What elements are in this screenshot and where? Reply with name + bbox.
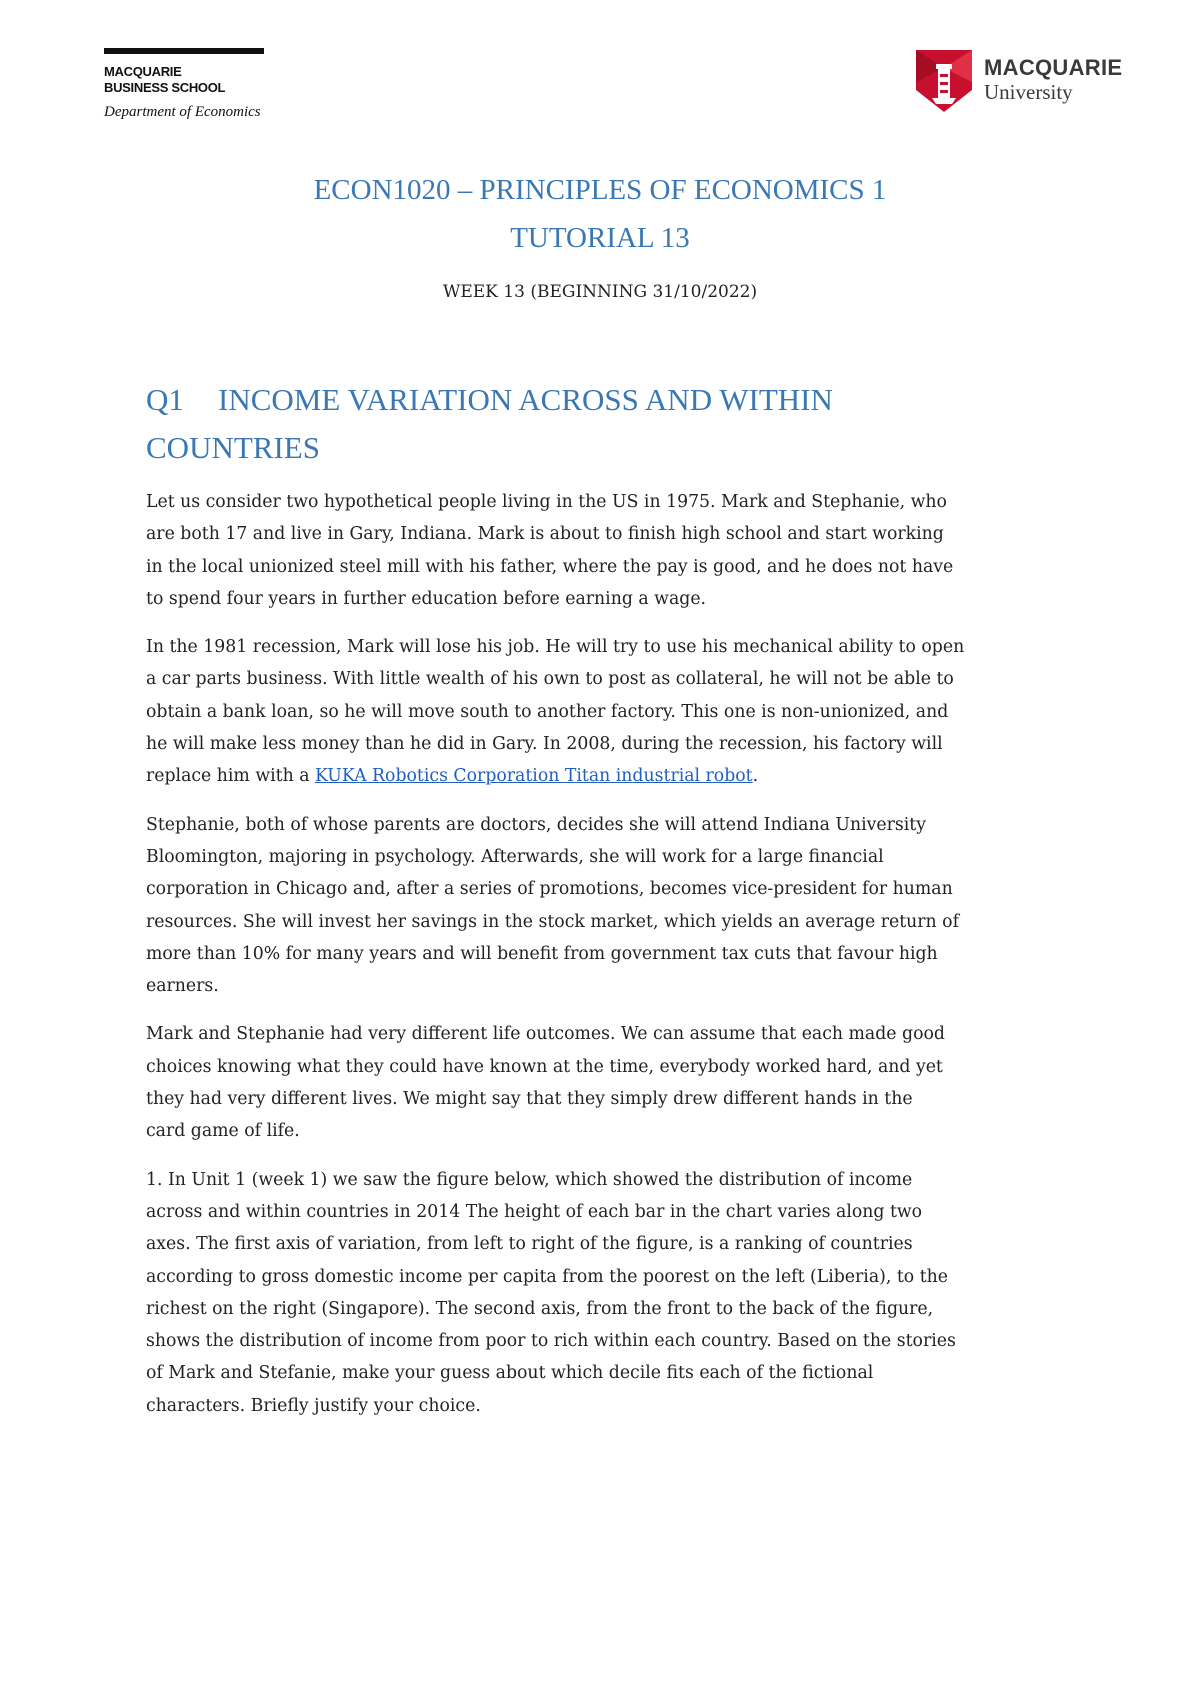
department-name: Department of Economics [104,104,261,120]
text-line: according to gross domestic income per capita from the poorest on the left (Liberia), to the [146,1266,949,1287]
question-heading [146,376,1046,472]
text-line: card game of life. [146,1121,300,1142]
paragraph-5 [146,1164,1058,1422]
question-heading-line1 [146,376,1046,424]
text-line: obtain a bank loan, so he will move south to another factory. This one is non-unionized, and [146,701,949,722]
paragraph-2 [146,631,1058,792]
text-line: he will make less money than he did in Gary. In 2008, during the recession, his factory will [146,734,943,755]
shield-lighthouse-icon [916,50,972,112]
text-line: of Mark and Stefanie, make your guess about which decile fits each of the fictional [146,1363,874,1384]
text-line: to spend four years in further education before earning a wage. [146,588,707,609]
text-segment: . [752,766,759,787]
text-line: corporation in Chicago and, after a series of promotions, becomes vice-president for human [146,879,953,900]
text-line: 1. In Unit 1 (week 1) we saw the figure below, which showed the distribution of income [146,1169,913,1190]
text-line: Stephanie, both of whose parents are doctors, decides she will attend Indiana University [146,814,926,835]
text-line: shows the distribution of income from poor to rich within each country. Based on the stories [146,1331,956,1352]
text-line: more than 10% for many years and will benefit from government tax cuts that favour high [146,943,938,964]
text-line: a car parts business. With little wealth of his own to post as collateral, he will not be able to [146,669,954,690]
text-line: Bloomington, majoring in psychology. Afterwards, she will work for a large financial [146,846,884,867]
text-line: In the 1981 recession, Mark will lose his job. He will try to use his mechanical ability to open [146,637,965,658]
text-line: characters. Briefly justify your choice. [146,1395,481,1416]
course-title: ECON1020 – PRINCIPLES OF ECONOMICS 1 [313,174,887,206]
paragraph-3 [146,809,1058,1003]
text-line: across and within countries in 2014 The height of each bar in the chart varies along two [146,1201,923,1222]
school-name-line2: BUSINESS SCHOOL [104,80,226,95]
text-line: earners. [146,976,219,997]
university-logo [916,50,1128,114]
text-segment: replace him with a [146,766,315,787]
question-heading-text1: INCOME VARIATION ACROSS AND WITHIN [218,382,833,417]
tutorial-title: TUTORIAL 13 [510,222,690,254]
university-logo-sub: University [984,80,1073,104]
paragraph-4 [146,1018,1058,1147]
text-line: in the local unionized steel mill with his father, where the pay is good, and he does not have [146,556,954,577]
school-logo-bar [104,48,264,54]
question-heading-line2: COUNTRIES [146,430,320,465]
university-logo-word: MACQUARIE [984,55,1123,80]
text-line: axes. The first axis of variation, from left to right of the figure, is a ranking of countries [146,1234,913,1255]
week-label: WEEK 13 (BEGINNING 31/10/2022) [442,282,758,302]
school-name [104,64,225,96]
robot-link[interactable]: KUKA Robotics Corporation Titan industrial robot [315,766,753,787]
text-line: richest on the right (Singapore). The second axis, from the front to the back of the figure, [146,1298,934,1319]
text-line: choices knowing what they could have known at the time, everybody worked hard, and yet [146,1056,943,1077]
school-name-line1: MACQUARIE [104,64,182,79]
text-line: they had very different lives. We might say that they simply drew different hands in the [146,1089,913,1110]
paragraph-1 [146,486,1058,615]
text-line: resources. She will invest her savings in the stock market, which yields an average return of [146,911,959,932]
text-line: Mark and Stephanie had very different life outcomes. We can assume that each made good [146,1024,945,1045]
text-line [146,760,1058,792]
question-body [146,486,1058,1438]
text-line: Let us consider two hypothetical people living in the US in 1975. Mark and Stephanie, who [146,492,947,512]
text-line: are both 17 and live in Gary, Indiana. Mark is about to finish high school and start working [146,524,944,545]
question-number: Q1 [146,382,184,417]
